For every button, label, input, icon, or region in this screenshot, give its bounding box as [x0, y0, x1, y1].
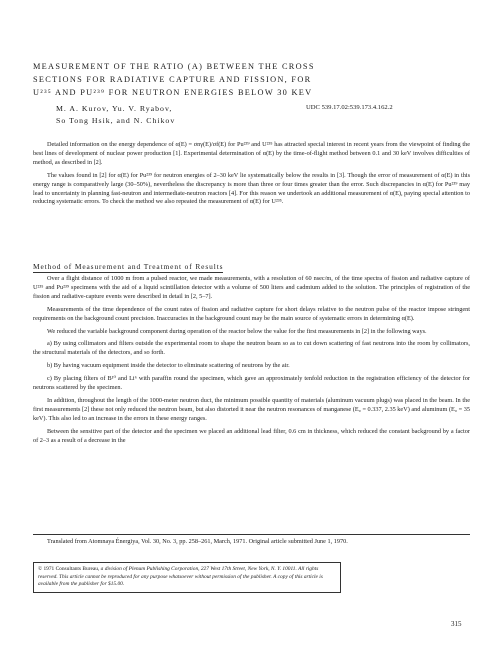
intro-paragraph: The values found in [2] for α(E) for Pu²³⁹ for neutron energies of 2–30 keV lie systematically below the results in [3]. Though the error of measurement of α(E) in this energy range is comparatively large (30–50%), nevertheless the discrepancy is more than three or four times greater than the error. Such discrepancies in α(E) for Pu²³⁹ may lead to uncertainty in planning fast-neutron and intermediate-neutron reactors [4]. For this reason we undertook an additional measurement of α(E), paying special attention to reducing systematic errors. To check the method we also repeated the measurement of α(E) for U²³⁵.: [33, 171, 470, 206]
footnote-divider: [33, 534, 470, 535]
author-list: [56, 103, 316, 127]
methods-item-b: b) By having vacuum equipment inside the detector to eliminate scattering of neutrons by the air.: [47, 362, 290, 370]
page-number: 315: [451, 620, 462, 628]
authors-line-2: So Tong Hsik, and N. Chikov: [56, 116, 176, 125]
title-line-3: U²³⁵ AND PU²³⁹ FOR NEUTRON ENERGIES BELOW 30 KEV: [33, 88, 313, 97]
title-line-1: MEASUREMENT OF THE RATIO (Α) BETWEEN THE CROSS: [33, 62, 315, 71]
methods-paragraph: Measurements of the time dependence of the count rates of fission and radiative capture for short delays relative to the neutron pulse of the reactor impose stringent requirements on the background count precision. Inaccuracies in the background count may be the main source of systematic errors in determining α(E).: [33, 305, 470, 322]
article-title: [33, 60, 473, 99]
copyright-lead: © 1971 Consultants Bureau,: [38, 566, 100, 572]
copyright-box: [33, 562, 341, 593]
methods-item-a: a) By using collimators and filters outside the experimental room to shape the neutron beam so as to cut down scattering of fast neutrons into the room by collimators, the structural materials of the detectors, and so forth.: [33, 340, 470, 357]
methods-paragraph: Between the sensitive part of the detector and the specimen we placed an additional lead filter, 0.6 cm in thickness, which reduced the constant background by a factor of 2–3 as a result of a decrease in the: [33, 427, 470, 444]
copyright-text: a division of Plenum Publishing Corporation, 227 West 17th Street, New York, N. Y. 10011. All rights reserved. This article cannot be reproduced for any purpose whatsoever without permission of the publisher. A copy of this article is available from the publisher for $15.00.: [38, 566, 323, 588]
intro-paragraph: Detailed information on the energy dependence of α(E) = σnγ(E)/σf(E) for Pu²³⁹ and U²³⁵ has attracted special interest in recent years from the viewpoint of finding the best lines of development of nuclear power production [1]. Experimental determination of α(E) by the time-of-flight method between 0.1 and 30 keV involves difficulties of method, as described in [2].: [33, 141, 470, 166]
methods-item-c: c) By placing filters of B¹⁰ and Li⁶ with paraffin round the specimen, which gave an approximately tenfold reduction in the registration efficiency of the detector for neutrons scattered by the specimen.: [33, 375, 470, 392]
methods-section: [33, 275, 470, 450]
authors-line-1: M. A. Kurov, Yu. V. Ryabov,: [56, 104, 173, 113]
methods-paragraph: Over a flight distance of 1000 m from a pulsed reactor, we made measurements, with a resolution of 60 nsec/m, of the time spectra of fission and radiative capture of U²³⁵ and Pu²³⁹ specimens with the aid of a liquid scintillation detector with a volume of 500 liters and cadmium added to the solution. The principles of registration of the fission and radiative-capture events were described in detail in [2, 5–7].: [33, 275, 470, 300]
udc-code: UDC 539.17.02:539.173.4.162.2: [306, 104, 393, 111]
methods-paragraph: We reduced the variable background component during operation of the reactor below the value for the first measurements in [2] in the following ways.: [47, 327, 427, 335]
section-heading: Method of Measurement and Treatment of Results: [33, 262, 224, 271]
title-line-2: SECTIONS FOR RADIATIVE CAPTURE AND FISSION, FOR: [33, 75, 312, 84]
intro-section: [33, 141, 470, 211]
methods-paragraph: In addition, throughout the length of the 1000-meter neutron duct, the minimum possible quantity of materials (aluminum vacuum plugs) was placed in the beam. In the first measurements [2] these not only reduced the neutron beam, but also distorted it near the neutron resonances of manganese (E₀ = 0.337, 2.35 keV) and aluminum (E₀ = 35 keV). This also led to an increase in the errors in these energy ranges.: [33, 396, 470, 422]
translation-note: Translated from Atomnaya Énergiya, Vol. 30, No. 3, pp. 258–261, March, 1971. Original article submitted June 1, 1970.: [47, 538, 348, 545]
